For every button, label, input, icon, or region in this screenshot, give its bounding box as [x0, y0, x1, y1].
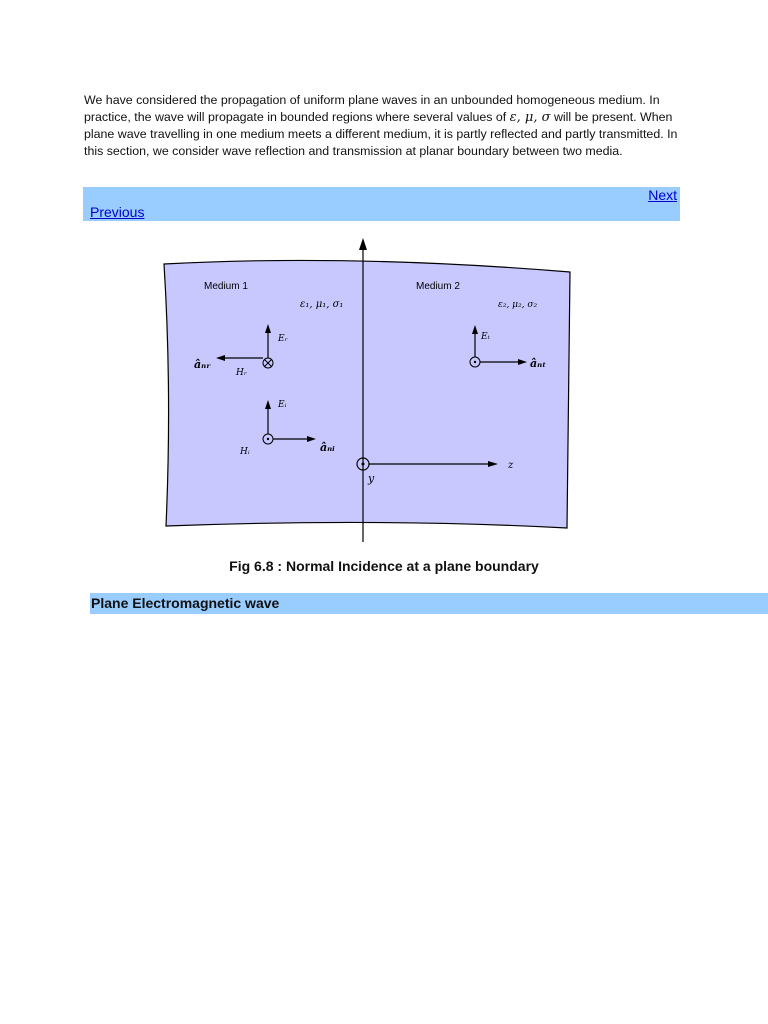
- boundary-arrowhead: [359, 238, 367, 250]
- epsilon-mu-sigma-symbols: ε, μ, σ: [509, 110, 551, 125]
- origin-dot: [362, 463, 365, 466]
- nav-bar: [83, 187, 680, 221]
- ei-label: Eᵢ: [278, 400, 287, 410]
- section-heading-bar: [90, 593, 768, 614]
- y-axis-label: y: [368, 472, 375, 485]
- z-axis-label: z: [508, 460, 514, 471]
- medium2-label: Medium 2: [416, 281, 460, 292]
- ht-dot: [474, 361, 476, 363]
- medium1-label: Medium 1: [204, 281, 248, 292]
- et-label: Eₜ: [481, 332, 490, 342]
- intro-text-after: will be present. When plane wave travelling in one medium meets a different medium, it is partly reflected and partly transmitted. In this section, we consider wave reflection and transmission at planar boundary between two media.: [84, 110, 678, 158]
- normal-incidence-diagram: [150, 232, 590, 552]
- figure-caption: Fig 6.8 : Normal Incidence at a plane boundary: [229, 558, 539, 574]
- medium1-params: ε₁, μ₁, σ₁: [300, 299, 344, 310]
- ani-label: âₙᵢ: [320, 441, 335, 454]
- previous-link[interactable]: Previous: [90, 204, 145, 220]
- medium2-params: ε₂, μ₂, σ₂: [498, 300, 538, 310]
- hi-dot: [267, 438, 269, 440]
- section-title: Plane Electromagnetic wave: [91, 595, 280, 611]
- intro-paragraph: [84, 92, 680, 160]
- er-label: Eᵣ: [278, 334, 288, 344]
- next-link[interactable]: Next: [648, 187, 677, 203]
- anr-label: âₙᵣ: [194, 358, 211, 371]
- ant-label: âₙₜ: [530, 357, 547, 370]
- hr-label: Hᵣ: [236, 368, 247, 378]
- hi-label: Hᵢ: [240, 447, 250, 457]
- intro-text-before: We have considered the propagation of uniform plane waves in an unbounded homogeneous medium. In practice, the wave will propagate in bounded regions where several values of: [84, 93, 660, 124]
